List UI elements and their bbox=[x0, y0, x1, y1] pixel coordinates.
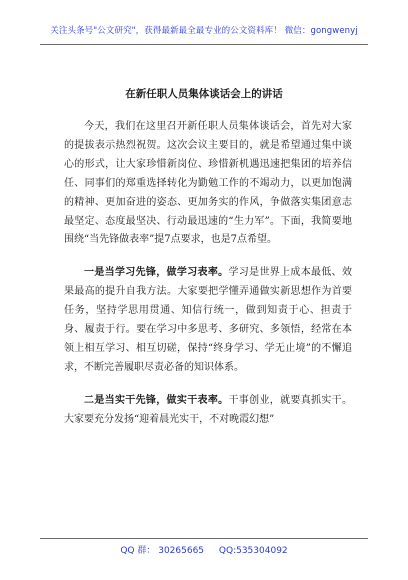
header-note: 关注头条号"公文研究"，获得最新最全最专业的公文资料库！ 微信：gongwenyj bbox=[50, 26, 358, 36]
paragraph-text: 学习是世界上成本最低、效果最高的提升自我方法。大家要把学懂弄通做实新思想作为首要任务，坚持学思用贯通、知信行统一，做到知责于心、担责于身、履责于行。要在学习中多思考、多研究、多领悟，经常在本领上相互学习、相互切磋，保持“终身学习、学无止境”的不懈追求，不断完善履职尽责必备的知识体系。 bbox=[64, 267, 353, 373]
document-title: 在新任职人员集体谈话会上的讲话 bbox=[125, 88, 283, 100]
paragraph-text: 今天，我们在这里召开新任职人员集体谈话会，首先对大家的提拔表示热烈祝贺。这次会议主要目的，就是希望通过集中谈心的形式，让大家珍惜新岗位、珍惜新机遇迅速把集团的培养信任、同事们的郑重选择转化为勤勉工作的不竭动力，以更加饱满的精神、更加奋进的姿态、更加务实的作风，争做落实集团意志最坚定、态度最坚决、行动最迅速的“生力军”。下面，我简要地围绕“当先锋做表率”提7点要求，也是7点希望。 bbox=[64, 121, 352, 246]
footer-qq: QQ:535304092 bbox=[218, 546, 288, 556]
footer-divider bbox=[40, 538, 368, 539]
paragraph-text: 干事创业，就要真抓实干。大家要充分发扬“迎着晨光实干，不对晚霞幻想” bbox=[64, 394, 353, 425]
document-body bbox=[64, 118, 352, 444]
paragraph bbox=[64, 392, 352, 430]
paragraph-heading: 二是当实干先锋，做实干表率。 bbox=[84, 394, 229, 406]
paragraph bbox=[64, 264, 352, 377]
footer-qq-group: QQ 群： 30265665 bbox=[120, 546, 205, 556]
header-divider bbox=[40, 44, 368, 45]
paragraph bbox=[64, 118, 352, 250]
footer bbox=[0, 543, 408, 556]
paragraph-heading: 一是当学习先锋，做学习表率。 bbox=[84, 267, 229, 279]
